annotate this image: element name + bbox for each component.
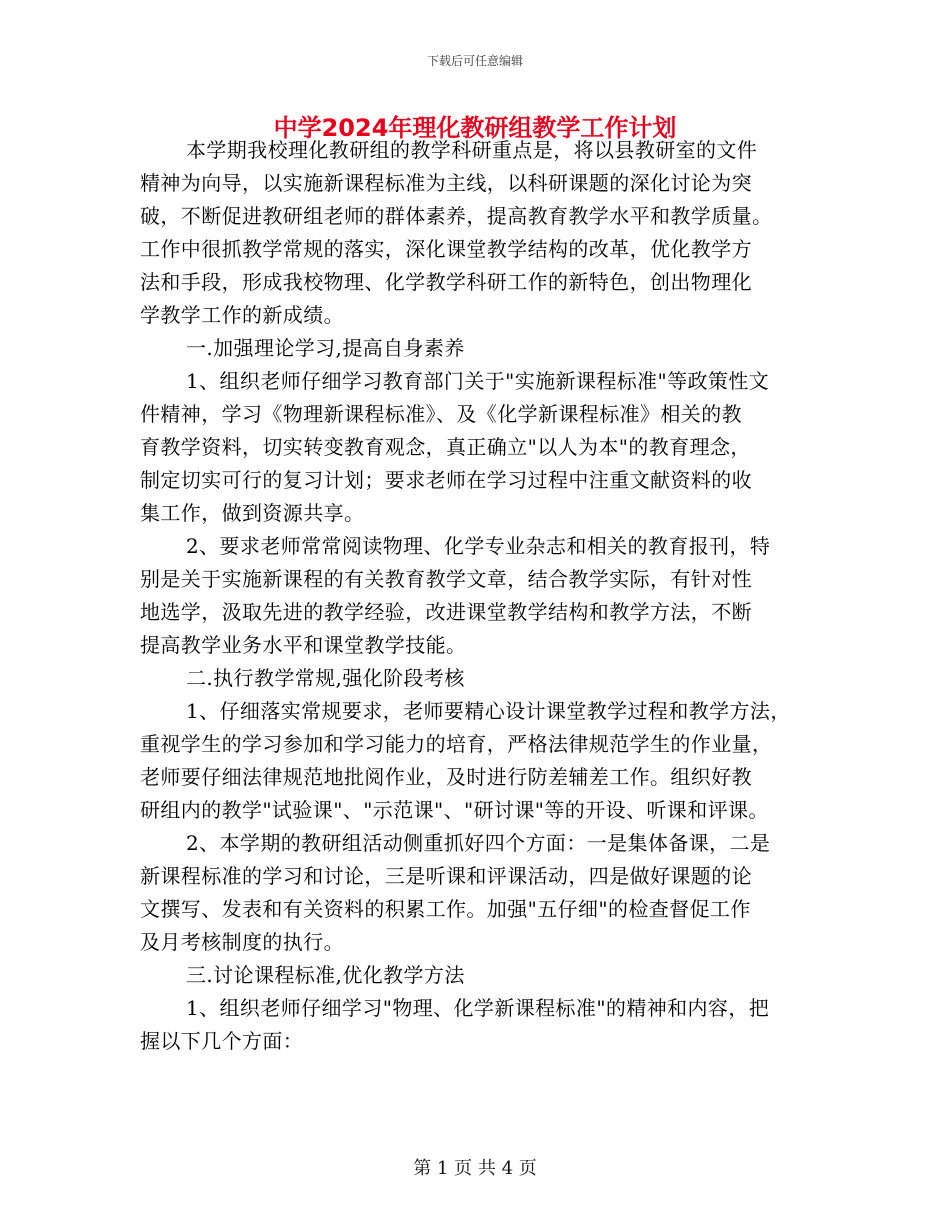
paragraph-line: 提高教学业务水平和课堂教学技能。 [140, 633, 467, 657]
section-heading: 二.执行教学常规,强化阶段考核 [186, 666, 465, 690]
document-body [140, 134, 820, 1058]
paragraph-line: 老师要仔细法律规范地批阅作业，及时进行防差辅差工作。组织好教 [140, 765, 752, 789]
paragraph-line: 文撰写、发表和有关资料的积累工作。加强"五仔细"的检查督促工作 [140, 897, 751, 921]
paragraph-line: 工作中很抓教学常规的落实，深化课堂教学结构的改革，优化教学方 [140, 237, 752, 261]
paragraph-line: 破，不断促进教研组老师的群体素养，提高教育教学水平和教学质量。 [140, 204, 773, 228]
paragraph-line: 件精神，学习《物理新课程标准》、及《化学新课程标准》相关的教 [140, 402, 742, 426]
paragraph-line: 育教学资料，切实转变教育观念，真正确立"以人为本"的教育理念， [140, 435, 751, 459]
document-title: 中学2024年理化教研组教学工作计划 [273, 114, 677, 142]
page-footer: 第 1 页 共 4 页 [413, 1158, 537, 1179]
paragraph-line: 本学期我校理化教研组的教学科研重点是，将以县教研室的文件 [186, 138, 758, 162]
paragraph-line: 重视学生的学习参加和学习能力的培育，严格法律规范学生的作业量， [140, 732, 773, 756]
paragraph-line: 法和手段，形成我校物理、化学教学科研工作的新特色，创出物理化 [140, 270, 752, 294]
header-note: 下载后可任意编辑 [426, 54, 523, 68]
paragraph-line: 新课程标准的学习和讨论，三是听课和评课活动，四是做好课题的论 [140, 864, 752, 888]
paragraph-line: 精神为向导，以实施新课程标准为主线，以科研课题的深化讨论为突 [140, 171, 752, 195]
paragraph-line: 别是关于实施新课程的有关教育教学文章，结合教学实际，有针对性 [140, 567, 752, 591]
paragraph-line: 1、组织老师仔细学习"物理、化学新课程标准"的精神和内容，把 [186, 996, 770, 1020]
paragraph-line: 握以下几个方面： [140, 1029, 304, 1053]
section-heading: 一.加强理论学习,提高自身素养 [186, 336, 465, 360]
paragraph-line: 1、仔细落实常规要求，老师要精心设计课堂教学过程和教学方法， [186, 699, 791, 723]
paragraph-line: 1、组织老师仔细学习教育部门关于"实施新课程标准"等政策性文 [186, 369, 770, 393]
paragraph-line: 2、本学期的教研组活动侧重抓好四个方面：一是集体备课，二是 [186, 831, 771, 855]
paragraph-line: 学教学工作的新成绩。 [140, 303, 344, 327]
section-heading: 三.讨论课程标准,优化教学方法 [186, 963, 465, 987]
paragraph-line: 2、要求老师常常阅读物理、化学专业杂志和相关的教育报刊，特 [186, 534, 771, 558]
paragraph-line: 研组内的教学"试验课"、"示范课"、"研讨课"等的开设、听课和评课。 [140, 798, 769, 822]
paragraph-line: 地选学，汲取先进的教学经验，改进课堂教学结构和教学方法，不断 [140, 600, 752, 624]
paragraph-line: 制定切实可行的复习计划；要求老师在学习过程中注重文献资料的收 [140, 468, 752, 492]
paragraph-line: 及月考核制度的执行。 [140, 930, 344, 954]
paragraph-line: 集工作，做到资源共享。 [140, 501, 365, 525]
